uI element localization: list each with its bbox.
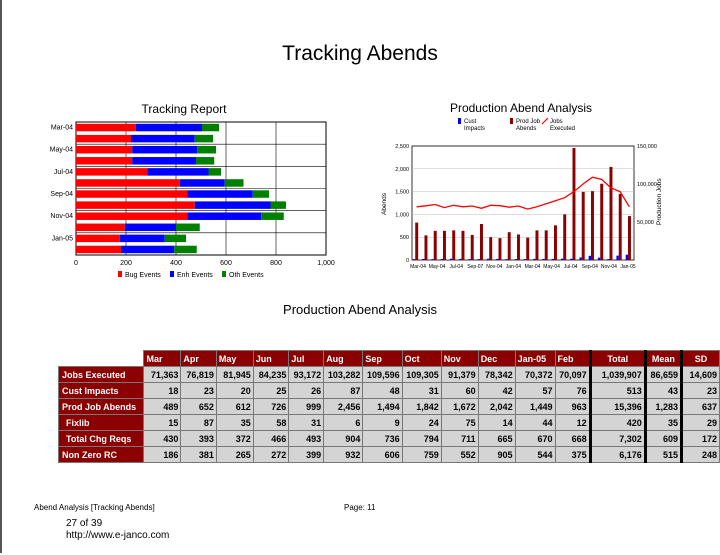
y-tick-label: 2,000 xyxy=(395,166,409,173)
bar-bug-events xyxy=(76,146,132,153)
column-header: Aug xyxy=(324,351,363,367)
table-cell: 248 xyxy=(681,447,719,463)
row-label: Fixlib xyxy=(59,415,144,431)
column-header: Mar xyxy=(144,351,181,367)
bar-bug-events xyxy=(76,190,187,197)
bar-bug-events xyxy=(76,224,125,231)
bar-oth-events xyxy=(202,124,219,131)
bar-prod-job-abends xyxy=(545,230,548,260)
table-cell: 711 xyxy=(441,431,478,447)
bar-bug-events xyxy=(76,212,187,219)
bar-cust-impacts xyxy=(524,259,526,260)
tracking-report-title: Tracking Report xyxy=(141,102,227,116)
table-cell: 6,176 xyxy=(590,447,645,463)
table-cell: 466 xyxy=(253,431,289,447)
table-cell: 23 xyxy=(181,383,217,399)
y-tick-label: Jan-05 xyxy=(51,235,73,243)
y-tick-label: 0 xyxy=(405,258,409,264)
table-cell: 904 xyxy=(324,431,363,447)
bar-enh-events xyxy=(132,157,196,164)
table-cell: 637 xyxy=(681,399,719,415)
y-tick-label: Mar-04 xyxy=(50,124,73,132)
table-row xyxy=(59,431,720,447)
table-cell: 544 xyxy=(515,447,555,463)
bar-prod-job-abends xyxy=(591,191,594,260)
bar-prod-job-abends xyxy=(461,231,464,260)
table-row xyxy=(59,447,720,463)
x-tick-label: Jan-04 xyxy=(505,264,522,270)
bar-enh-events xyxy=(187,212,261,219)
table-cell: 172 xyxy=(681,431,719,447)
table-cell: 665 xyxy=(478,431,515,447)
table-cell: 668 xyxy=(555,431,590,447)
bar-oth-events xyxy=(261,212,284,219)
legend-swatch xyxy=(118,271,122,277)
y-tick-label: 1,000 xyxy=(395,212,409,219)
table-cell: 58 xyxy=(253,415,289,431)
legend-label: Cust xyxy=(464,119,477,125)
bar-cust-impacts xyxy=(431,259,433,260)
bar-oth-events xyxy=(209,168,222,175)
table-cell: 14 xyxy=(478,415,515,431)
y-axis-label: Abends xyxy=(381,192,388,215)
table-cell: 78,342 xyxy=(478,367,515,383)
bar-oth-events xyxy=(195,135,213,142)
bar-prod-job-abends xyxy=(526,238,529,260)
bar-prod-job-abends xyxy=(489,237,492,260)
legend-label: Prod Job xyxy=(516,119,541,125)
row-label: Total Chg Reqs xyxy=(59,431,144,447)
x-tick-label: Jan-05 xyxy=(620,264,636,270)
table-cell: 86,659 xyxy=(645,367,681,383)
legend-label: Impacts xyxy=(464,126,486,132)
row-label: Jobs Executed xyxy=(59,367,144,383)
x-tick-label: Jul-04 xyxy=(563,264,578,270)
table-cell: 18 xyxy=(144,383,181,399)
x-tick-label: Jul-04 xyxy=(449,264,463,270)
bar-cust-impacts xyxy=(533,259,535,260)
y2-tick-label: 50,000 xyxy=(637,220,654,226)
table-cell: 26 xyxy=(289,383,324,399)
table-cell: 31 xyxy=(402,383,441,399)
table-cell: 2,042 xyxy=(478,399,515,415)
y2-tick-label: 150,000 xyxy=(637,144,657,150)
table-cell: 76,819 xyxy=(181,367,217,383)
bar-oth-events xyxy=(165,235,186,242)
table-row xyxy=(59,367,720,383)
bar-prod-job-abends xyxy=(443,231,446,260)
bar-bug-events xyxy=(76,168,147,175)
bar-cust-impacts xyxy=(422,259,424,260)
bar-prod-job-abends xyxy=(628,216,631,260)
bar-bug-events xyxy=(76,235,120,242)
bar-oth-events xyxy=(196,157,214,164)
table-cell: 420 xyxy=(590,415,645,431)
bar-prod-job-abends xyxy=(424,235,427,260)
table-cell: 6 xyxy=(324,415,363,431)
production-abend-table xyxy=(58,350,720,463)
table-cell: 1,283 xyxy=(645,399,681,415)
table-cell: 29 xyxy=(681,415,719,431)
x-tick-label: 0 xyxy=(74,260,78,267)
table-cell: 24 xyxy=(402,415,441,431)
bar-prod-job-abends xyxy=(498,238,501,260)
production-chart-title: Production Abend Analysis xyxy=(449,101,593,115)
bar-cust-impacts xyxy=(570,259,572,260)
bar-prod-job-abends xyxy=(572,148,575,260)
y-tick-label: May-04 xyxy=(49,146,73,154)
corner-cell xyxy=(59,351,144,367)
bar-enh-events xyxy=(132,146,197,153)
bar-cust-impacts xyxy=(626,255,628,260)
legend-swatch xyxy=(458,118,461,124)
table-cell: 75 xyxy=(441,415,478,431)
legend-label: Executed xyxy=(550,126,576,132)
table-cell: 372 xyxy=(216,431,253,447)
table-cell: 15,396 xyxy=(590,399,645,415)
table-cell: 71,363 xyxy=(144,367,181,383)
bar-cust-impacts xyxy=(496,259,498,260)
table-cell: 606 xyxy=(363,447,402,463)
x-tick-label: Mar-04 xyxy=(524,264,541,270)
bar-cust-impacts xyxy=(561,259,563,260)
table-cell: 736 xyxy=(363,431,402,447)
legend-swatch xyxy=(222,271,226,277)
table-cell: 48 xyxy=(363,383,402,399)
table-cell: 42 xyxy=(478,383,515,399)
x-tick-label: May-04 xyxy=(543,264,560,270)
row-label: Prod Job Abends xyxy=(59,399,144,415)
y-tick-label: 500 xyxy=(399,235,409,242)
table-cell: 35 xyxy=(216,415,253,431)
table-cell: 31 xyxy=(289,415,324,431)
table-cell: 76 xyxy=(555,383,590,399)
x-tick-label: 600 xyxy=(220,260,232,267)
table-cell: 272 xyxy=(253,447,289,463)
legend-label: Oth Events xyxy=(229,272,264,279)
page-count: 27 of 39 xyxy=(66,518,103,529)
bar-enh-events xyxy=(147,168,208,175)
bar-prod-job-abends xyxy=(554,225,557,260)
bar-cust-impacts xyxy=(598,258,600,260)
legend-label: Enh Events xyxy=(177,272,213,279)
table-cell: 14,609 xyxy=(681,367,719,383)
bar-prod-job-abends xyxy=(600,184,603,260)
table-cell: 513 xyxy=(590,383,645,399)
bar-cust-impacts xyxy=(459,259,461,260)
column-header: Apr xyxy=(181,351,217,367)
table-cell: 905 xyxy=(478,447,515,463)
column-header: Nov xyxy=(441,351,478,367)
bar-oth-events xyxy=(271,201,287,208)
bar-bug-events xyxy=(76,124,136,131)
row-label: Cust Impacts xyxy=(59,383,144,399)
table-cell: 670 xyxy=(515,431,555,447)
table-cell: 60 xyxy=(441,383,478,399)
table-cell: 103,282 xyxy=(324,367,363,383)
bar-enh-events xyxy=(120,235,165,242)
y-tick-label: 2,500 xyxy=(395,144,409,150)
bar-cust-impacts xyxy=(505,259,507,260)
table-cell: 15 xyxy=(144,415,181,431)
bar-prod-job-abends xyxy=(619,194,622,260)
bar-enh-events xyxy=(136,124,202,131)
tracking-report-chart xyxy=(40,96,340,286)
x-tick-label: 200 xyxy=(120,260,132,267)
table-cell: 93,172 xyxy=(289,367,324,383)
table-cell: 265 xyxy=(216,447,253,463)
table-cell: 759 xyxy=(402,447,441,463)
bar-cust-impacts xyxy=(616,256,618,260)
bar-prod-job-abends xyxy=(517,234,520,260)
bar-cust-impacts xyxy=(589,256,591,260)
x-tick-label: 1,000 xyxy=(317,260,335,267)
bar-bug-events xyxy=(76,135,131,142)
x-tick-label: Nov-04 xyxy=(600,264,617,270)
bar-cust-impacts xyxy=(450,259,452,260)
x-tick-label: Mar-04 xyxy=(410,264,426,270)
column-header: Jul xyxy=(289,351,324,367)
bar-prod-job-abends xyxy=(452,230,455,260)
table-cell: 186 xyxy=(144,447,181,463)
legend-line xyxy=(542,118,548,124)
table-title: Production Abend Analysis xyxy=(283,302,437,317)
bar-cust-impacts xyxy=(552,259,554,260)
bar-cust-impacts xyxy=(487,259,489,260)
bar-cust-impacts xyxy=(468,259,470,260)
bar-cust-impacts xyxy=(542,259,544,260)
table-cell: 1,449 xyxy=(515,399,555,415)
table-cell: 963 xyxy=(555,399,590,415)
bar-bug-events xyxy=(76,246,121,253)
table-cell: 612 xyxy=(216,399,253,415)
y-tick-label: Sep-04 xyxy=(50,191,73,199)
bar-cust-impacts xyxy=(607,259,609,260)
table-cell: 44 xyxy=(515,415,555,431)
table-cell: 515 xyxy=(645,447,681,463)
column-header: Feb xyxy=(555,351,590,367)
table-cell: 2,456 xyxy=(324,399,363,415)
table-cell: 393 xyxy=(181,431,217,447)
bar-prod-job-abends xyxy=(535,230,538,260)
bar-oth-events xyxy=(176,224,200,231)
table-cell: 20 xyxy=(216,383,253,399)
bar-cust-impacts xyxy=(515,259,517,260)
bar-prod-job-abends xyxy=(508,232,511,260)
table-cell: 552 xyxy=(441,447,478,463)
table-cell: 87 xyxy=(181,415,217,431)
y2-tick-label: 100,000 xyxy=(637,182,657,188)
column-header: May xyxy=(216,351,253,367)
column-header: SD xyxy=(681,351,719,367)
row-label: Non Zero RC xyxy=(59,447,144,463)
bar-cust-impacts xyxy=(441,259,443,260)
table-cell: 381 xyxy=(181,447,217,463)
y-tick-label: Jul-04 xyxy=(53,168,73,176)
table-cell: 23 xyxy=(681,383,719,399)
table-cell: 43 xyxy=(645,383,681,399)
bar-enh-events xyxy=(195,201,271,208)
bar-oth-events xyxy=(197,146,216,153)
table-cell: 70,097 xyxy=(555,367,590,383)
bar-prod-job-abends xyxy=(434,231,437,260)
column-header: Jun xyxy=(253,351,289,367)
table-cell: 57 xyxy=(515,383,555,399)
legend-swatch xyxy=(170,271,174,277)
table-cell: 430 xyxy=(144,431,181,447)
table-cell: 932 xyxy=(324,447,363,463)
x-tick-label: Sep-07 xyxy=(467,264,484,270)
bar-bug-events xyxy=(76,179,180,186)
bar-cust-impacts xyxy=(413,259,415,260)
bar-oth-events xyxy=(174,246,197,253)
table-cell: 652 xyxy=(181,399,217,415)
bar-prod-job-abends xyxy=(480,224,483,260)
table-cell: 1,842 xyxy=(402,399,441,415)
legend-label: Abends xyxy=(516,126,537,132)
column-header: Total xyxy=(590,351,645,367)
bar-enh-events xyxy=(121,246,174,253)
table-cell: 794 xyxy=(402,431,441,447)
legend-label: Bug Events xyxy=(125,272,161,279)
table-cell: 1,039,907 xyxy=(590,367,645,383)
bar-prod-job-abends xyxy=(415,223,418,260)
x-tick-label: Nov-04 xyxy=(486,264,503,270)
table-cell: 91,379 xyxy=(441,367,478,383)
bar-oth-events xyxy=(225,179,244,186)
bar-prod-job-abends xyxy=(582,192,585,260)
table-cell: 109,596 xyxy=(363,367,402,383)
footer-page-label: Page: 11 xyxy=(344,503,376,512)
bar-enh-events xyxy=(187,190,253,197)
table-row xyxy=(59,415,720,431)
legend-swatch xyxy=(510,118,513,124)
bar-enh-events xyxy=(125,224,176,231)
website-url: http://www.e-janco.com xyxy=(66,530,170,541)
bar-enh-events xyxy=(180,179,225,186)
column-header: Sep xyxy=(363,351,402,367)
x-tick-label: Sep-04 xyxy=(581,264,598,270)
table-cell: 1,672 xyxy=(441,399,478,415)
table-cell: 375 xyxy=(555,447,590,463)
bar-cust-impacts xyxy=(579,257,581,260)
bar-cust-impacts xyxy=(478,259,480,260)
table-cell: 87 xyxy=(324,383,363,399)
production-abend-chart xyxy=(370,96,690,276)
table-row xyxy=(59,399,720,415)
table-cell: 25 xyxy=(253,383,289,399)
x-tick-label: 400 xyxy=(170,260,182,267)
y-tick-label: 1,500 xyxy=(395,189,409,196)
table-cell: 9 xyxy=(363,415,402,431)
table-cell: 109,305 xyxy=(402,367,441,383)
column-header: Mean xyxy=(645,351,681,367)
table-cell: 84,235 xyxy=(253,367,289,383)
table-cell: 1,494 xyxy=(363,399,402,415)
column-header: Oct xyxy=(402,351,441,367)
table-cell: 999 xyxy=(289,399,324,415)
bar-prod-job-abends xyxy=(471,235,474,260)
table-cell: 726 xyxy=(253,399,289,415)
table-cell: 399 xyxy=(289,447,324,463)
table-cell: 7,302 xyxy=(590,431,645,447)
bar-prod-job-abends xyxy=(563,214,566,260)
table-cell: 493 xyxy=(289,431,324,447)
bar-enh-events xyxy=(131,135,195,142)
bar-prod-job-abends xyxy=(609,167,612,260)
table-cell: 70,372 xyxy=(515,367,555,383)
table-cell: 12 xyxy=(555,415,590,431)
bar-bug-events xyxy=(76,157,132,164)
x-tick-label: 800 xyxy=(270,260,282,267)
table-cell: 609 xyxy=(645,431,681,447)
footer-doc-name: Abend Analysis [Tracking Abends] xyxy=(34,503,155,512)
column-header: Jan-05 xyxy=(515,351,555,367)
table-row xyxy=(59,383,720,399)
x-tick-label: May-04 xyxy=(428,264,446,270)
table-cell: 35 xyxy=(645,415,681,431)
page-title: Tracking Abends xyxy=(282,42,438,65)
bar-oth-events xyxy=(253,190,269,197)
legend-label: Jobs xyxy=(550,119,563,125)
column-header: Dec xyxy=(478,351,515,367)
y2-axis-label: Production Jobs xyxy=(656,178,663,225)
bar-bug-events xyxy=(76,201,195,208)
table-cell: 81,945 xyxy=(216,367,253,383)
table-cell: 489 xyxy=(144,399,181,415)
y-tick-label: Nov-04 xyxy=(50,213,73,221)
